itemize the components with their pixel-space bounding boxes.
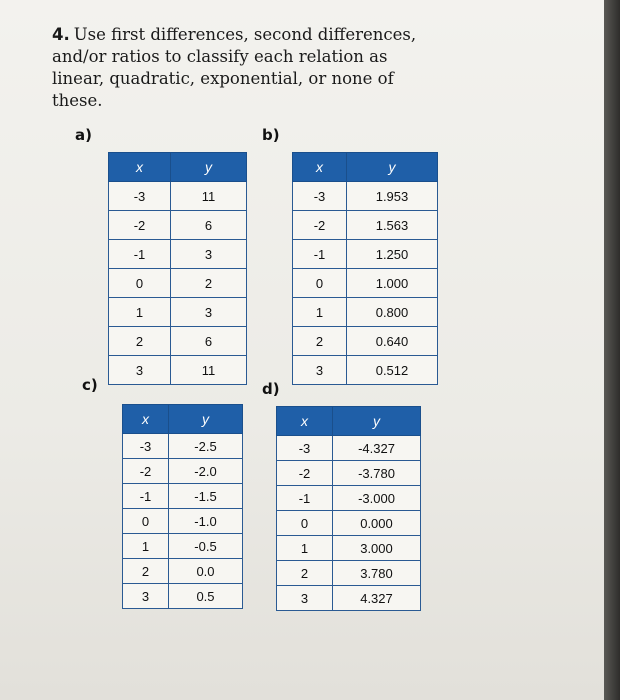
table-b-row (293, 327, 438, 356)
table-b-y-cell: 0.512 (347, 356, 438, 385)
table-c-y-cell: -2.5 (169, 434, 243, 459)
table-a-row (109, 211, 247, 240)
table-a-row (109, 298, 247, 327)
table-c-y-cell: 0.0 (169, 559, 243, 584)
table-b-y-cell: 0.800 (347, 298, 438, 327)
table-d-y-header: y (333, 407, 421, 436)
table-d-x-cell: -3 (277, 436, 333, 461)
table-d-y-cell: 3.000 (333, 536, 421, 561)
table-a-y-cell: 3 (171, 240, 247, 269)
table-d-x-header: x (277, 407, 333, 436)
table-d-y-cell: -3.000 (333, 486, 421, 511)
table-b-row (293, 240, 438, 269)
table-d-x-cell: 1 (277, 536, 333, 561)
table-b-y-cell: 1.953 (347, 182, 438, 211)
table-c-x-cell: -3 (123, 434, 169, 459)
table-c-row (123, 434, 243, 459)
table-a-row (109, 240, 247, 269)
table-c-y-cell: -1.5 (169, 484, 243, 509)
table-b-x-cell: 3 (293, 356, 347, 385)
table-c-row (123, 484, 243, 509)
table-b-x-cell: 1 (293, 298, 347, 327)
table-d-row (277, 586, 421, 611)
table-a-y-cell: 11 (171, 356, 247, 385)
table-d-y-cell: 3.780 (333, 561, 421, 586)
table-b-x-cell: 0 (293, 269, 347, 298)
table-d-y-cell: 4.327 (333, 586, 421, 611)
table-d-row (277, 536, 421, 561)
table-a-x-cell: 0 (109, 269, 171, 298)
table-b-y-header: y (347, 153, 438, 182)
table-c-y-cell: -2.0 (169, 459, 243, 484)
table-c-x-cell: 2 (123, 559, 169, 584)
table-d-x-cell: -2 (277, 461, 333, 486)
table-c (122, 404, 243, 609)
question-number: 4. (52, 25, 70, 44)
table-b-row (293, 211, 438, 240)
table-a-y-header: y (171, 153, 247, 182)
table-d-row (277, 561, 421, 586)
table-a-x-cell: -3 (109, 182, 171, 211)
table-b-y-cell: 0.640 (347, 327, 438, 356)
table-c-y-cell: 0.5 (169, 584, 243, 609)
table-b-row (293, 182, 438, 211)
table-a-x-cell: -2 (109, 211, 171, 240)
table-c-y-cell: -0.5 (169, 534, 243, 559)
table-b (292, 152, 438, 385)
table-b-row (293, 269, 438, 298)
table-c-x-cell: -1 (123, 484, 169, 509)
table-c-x-cell: -2 (123, 459, 169, 484)
background-edge (604, 0, 620, 700)
table-a-y-cell: 6 (171, 327, 247, 356)
table-c-x-header: x (123, 405, 169, 434)
table-c-row (123, 459, 243, 484)
table-b-y-cell: 1.000 (347, 269, 438, 298)
table-c-y-header: y (169, 405, 243, 434)
table-a-x-header: x (109, 153, 171, 182)
table-a-x-cell: 2 (109, 327, 171, 356)
table-b-label: b) (262, 126, 280, 144)
table-b-x-cell: -2 (293, 211, 347, 240)
table-c-row (123, 509, 243, 534)
table-c-row (123, 534, 243, 559)
table-d-y-cell: 0.000 (333, 511, 421, 536)
table-d-row (277, 436, 421, 461)
table-c-x-cell: 0 (123, 509, 169, 534)
table-c-x-cell: 3 (123, 584, 169, 609)
table-a-row (109, 327, 247, 356)
table-b-x-cell: -1 (293, 240, 347, 269)
table-d-label: d) (262, 380, 280, 398)
table-b-x-cell: 2 (293, 327, 347, 356)
table-b-row (293, 356, 438, 385)
table-a-row (109, 269, 247, 298)
table-a-row (109, 182, 247, 211)
table-d-y-cell: -3.780 (333, 461, 421, 486)
table-b-x-header: x (293, 153, 347, 182)
table-b-y-cell: 1.250 (347, 240, 438, 269)
table-d-x-cell: 2 (277, 561, 333, 586)
table-d-row (277, 461, 421, 486)
table-d-row (277, 511, 421, 536)
table-d-x-cell: 0 (277, 511, 333, 536)
table-a-y-cell: 3 (171, 298, 247, 327)
table-c-row (123, 584, 243, 609)
table-a-x-cell: 3 (109, 356, 171, 385)
table-c-x-cell: 1 (123, 534, 169, 559)
table-b-x-cell: -3 (293, 182, 347, 211)
table-a-y-cell: 2 (171, 269, 247, 298)
table-a (108, 152, 247, 385)
table-d-x-cell: -1 (277, 486, 333, 511)
table-d-row (277, 486, 421, 511)
table-c-y-cell: -1.0 (169, 509, 243, 534)
table-a-label: a) (75, 126, 92, 144)
question-text-block (52, 24, 432, 112)
table-c-row (123, 559, 243, 584)
table-a-row (109, 356, 247, 385)
table-c-label: c) (82, 376, 98, 394)
question-text: Use first differences, second differences, and/or ratios to classify each relation as linear, quadratic, exponential, or none of these. (52, 25, 417, 110)
table-a-y-cell: 6 (171, 211, 247, 240)
table-d (276, 406, 421, 611)
table-d-y-cell: -4.327 (333, 436, 421, 461)
table-b-y-cell: 1.563 (347, 211, 438, 240)
table-a-y-cell: 11 (171, 182, 247, 211)
table-d-x-cell: 3 (277, 586, 333, 611)
table-a-x-cell: 1 (109, 298, 171, 327)
table-b-row (293, 298, 438, 327)
table-a-x-cell: -1 (109, 240, 171, 269)
